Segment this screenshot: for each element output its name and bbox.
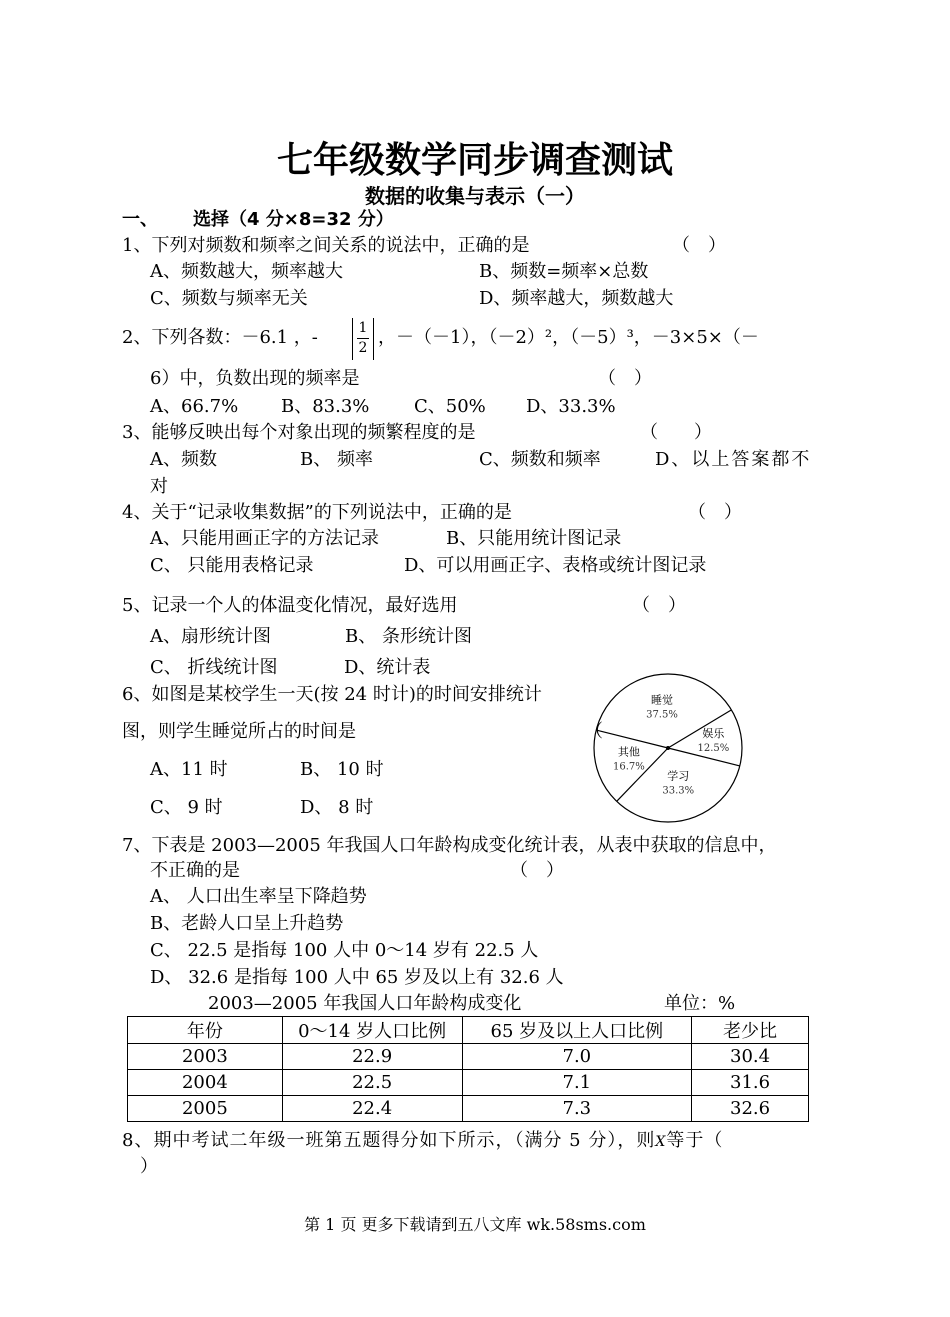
- q4-option-a: A、只能用画正字的方法记录: [150, 528, 379, 549]
- pie-slice-percent: 12.5%: [697, 743, 730, 755]
- q5-option-c: C、 折线统计图: [150, 657, 278, 678]
- table-row: [128, 1044, 809, 1070]
- q4-blank: （ ）: [688, 502, 742, 523]
- q1-blank: （ ）: [672, 235, 726, 256]
- table-header: 年份: [128, 1017, 283, 1044]
- fraction-bar: [357, 338, 369, 339]
- page-subtitle: 数据的收集与表示（一）: [365, 184, 585, 208]
- table-header-row: [128, 1017, 809, 1044]
- pie-slice-percent: 33.3%: [662, 785, 695, 797]
- q7-option-a: A、 人口出生率呈下降趋势: [150, 886, 367, 907]
- q3-blank: （ ）: [640, 422, 712, 443]
- q2-option-b: B、83.3%: [281, 396, 370, 417]
- q7-stem: 7、下表是 2003—2005 年我国人口年龄构成变化统计表，从表中获取的信息中，: [122, 835, 777, 856]
- q4-option-d: D、可以用画正字、表格或统计图记录: [404, 555, 707, 576]
- q2-option-a: A、66.7%: [150, 396, 239, 417]
- q6-blank: （: [585, 721, 603, 742]
- q7-blank: （ ）: [510, 860, 564, 881]
- q8-close: ）: [140, 1156, 158, 1177]
- table-cell: 2005: [128, 1096, 283, 1122]
- q3-option-d-cont: 对: [150, 476, 168, 497]
- table-cell: 22.4: [282, 1096, 462, 1122]
- q1-option-d: D、频率越大，频数越大: [479, 288, 674, 309]
- table-row: [128, 1070, 809, 1096]
- q5-option-a: A、扇形统计图: [150, 626, 271, 647]
- q8-variable: X: [655, 1134, 667, 1150]
- table-header: 0～14 岁人口比例: [282, 1017, 462, 1044]
- q4-option-c: C、 只能用表格记录: [150, 555, 314, 576]
- q2-option-d: D、33.3%: [526, 396, 616, 417]
- pie-slice-label: 睡觉: [650, 693, 673, 707]
- table-title: 2003—2005 年我国人口年龄构成变化: [208, 993, 522, 1014]
- q3-option-c: C、频数和频率: [479, 449, 601, 470]
- table-cell: 7.3: [462, 1096, 692, 1122]
- q6-option-d: D、 8 时: [300, 797, 374, 818]
- table-cell: 7.1: [462, 1070, 692, 1096]
- pie-slice-label: 娱乐: [702, 727, 725, 741]
- q5-blank: （ ）: [632, 595, 686, 616]
- section-label: 选择（4 分×8=32 分）: [193, 209, 394, 230]
- q2-option-c: C、50%: [414, 396, 486, 417]
- q5-option-d: D、统计表: [344, 657, 431, 678]
- q2-stem-part2: ，－（－1），（－2）²，（－5）³，－3×5×（－: [378, 327, 759, 348]
- q2-blank: （ ）: [598, 368, 652, 389]
- q3-stem: 3、能够反映出每个对象出现的频繁程度的是: [122, 422, 476, 443]
- table-cell: 30.4: [692, 1044, 809, 1070]
- fraction-denominator: 2: [358, 340, 368, 356]
- table-cell: 31.6: [692, 1070, 809, 1096]
- q8-stem-end: 等于（: [666, 1130, 724, 1151]
- q7-stem-line2: 不正确的是: [150, 860, 240, 881]
- q7-option-c: C、 22.5 是指每 100 人中 0～14 岁有 22.5 人: [150, 940, 539, 961]
- time-pie-chart: [590, 670, 750, 830]
- table-cell: 7.0: [462, 1044, 692, 1070]
- table-cell: 22.9: [282, 1044, 462, 1070]
- pie-slice-percent: 16.7%: [612, 761, 645, 773]
- q6-stem: 6、如图是某校学生一天(按 24 时计)的时间安排统计: [122, 684, 542, 705]
- q1-option-c: C、频数与频率无关: [150, 288, 308, 309]
- pie-slice-label: 学习: [667, 769, 690, 783]
- section-number: 一、: [122, 209, 158, 230]
- q7-option-d: D、 32.6 是指每 100 人中 65 岁及以上有 32.6 人: [150, 967, 564, 988]
- pie-slice-percent: 37.5%: [646, 709, 678, 721]
- q5-option-b: B、 条形统计图: [345, 626, 472, 647]
- q8-stem: [122, 1130, 723, 1153]
- q3-option-b: B、 频率: [300, 449, 373, 470]
- q1-option-a: A、频数越大，频率越大: [150, 261, 343, 282]
- table-cell: 2004: [128, 1070, 283, 1096]
- pie-center-dot: [666, 746, 670, 750]
- table-header: 65 岁及以上人口比例: [462, 1017, 692, 1044]
- table-unit: 单位：%: [664, 993, 736, 1014]
- q1-option-b: B、频数=频率×总数: [479, 261, 649, 282]
- fraction-numerator: 1: [358, 320, 368, 336]
- q7-option-b: B、老龄人口呈上升趋势: [150, 913, 344, 934]
- fraction-abs-half: [352, 318, 374, 360]
- q1-stem: 1、下列对频数和频率之间关系的说法中，正确的是: [122, 235, 530, 256]
- table-cell: 32.6: [692, 1096, 809, 1122]
- q6-option-a: A、11 时: [150, 759, 228, 780]
- q4-stem: 4、关于“记录收集数据”的下列说法中，正确的是: [122, 502, 512, 523]
- table-cell: 2003: [128, 1044, 283, 1070]
- q5-stem: 5、记录一个人的体温变化情况，最好选用: [122, 595, 458, 616]
- q3-option-a: A、频数: [150, 449, 217, 470]
- q3-option-d: D、以上答案都不: [655, 449, 812, 470]
- pie-slice-label: 其他: [617, 745, 640, 759]
- population-table: [127, 1016, 809, 1122]
- page-title: 七年级数学同步调查测试: [276, 140, 673, 181]
- q6-option-c: C、 9 时: [150, 797, 223, 818]
- table-header: 老少比: [692, 1017, 809, 1044]
- q6-option-b: B、 10 时: [300, 759, 384, 780]
- q8-stem-text: 8、期中考试二年级一班第五题得分如下所示，（满分 5 分），则: [122, 1130, 656, 1151]
- q6-stem-line2: 图，则学生睡觉所占的时间是: [122, 721, 356, 742]
- table-cell: 22.5: [282, 1070, 462, 1096]
- page-footer: 第 1 页 更多下载请到五八文库 wk.58sms.com: [304, 1215, 646, 1234]
- q4-option-b: B、只能用统计图记录: [446, 528, 622, 549]
- q2-stem-part1: 2、下列各数：－6.1 ，-: [122, 327, 318, 348]
- table-row: [128, 1096, 809, 1122]
- q2-stem-line2: 6）中，负数出现的频率是: [150, 368, 360, 389]
